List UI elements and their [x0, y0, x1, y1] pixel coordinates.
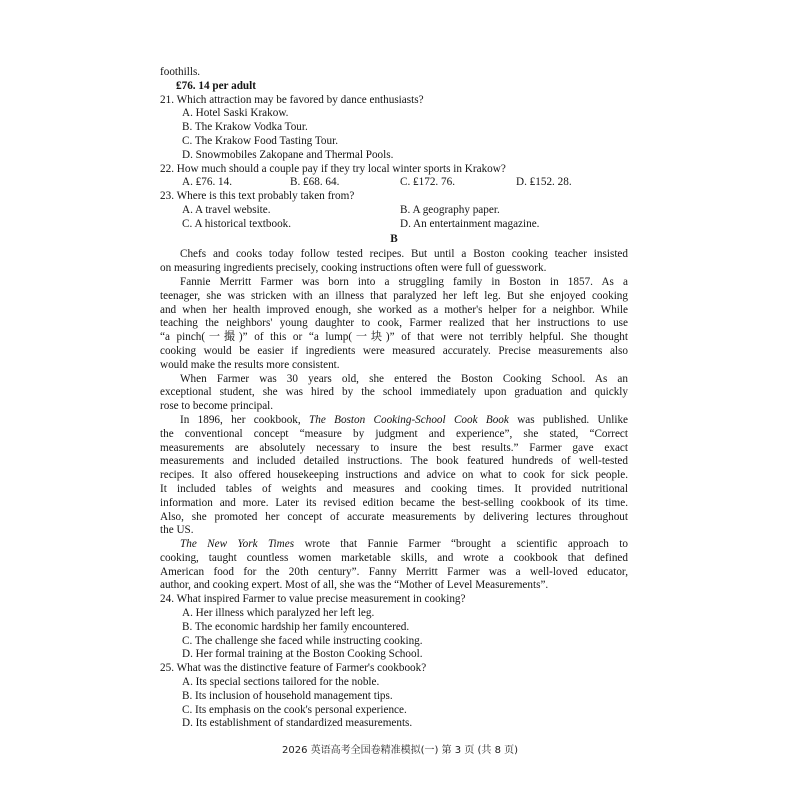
passage-line: It included tables of weights and measures and cooking times. It provided nutritional — [160, 482, 628, 495]
question-stem: 23. Where is this text probably taken from? — [160, 190, 355, 203]
page-footer: 2026 英语高考全国卷精准模拟(一) 第 3 页 (共 8 页) — [281, 745, 519, 756]
previous-text-tail: foothills. — [160, 66, 201, 78]
passage-line: teaching the neighbors' young daughter to cook, Farmer realized that her instructions to use — [160, 317, 628, 330]
question-25 — [160, 662, 628, 731]
reading-passage — [160, 248, 628, 593]
passage-line: measurements and included detailed instructions. The book featured hundreds of well-tested — [160, 455, 628, 468]
passage-line: would make the results more consistent. — [160, 358, 340, 371]
option-d: D. Snowmobiles Zakopane and Thermal Pools. — [182, 148, 394, 161]
option-a: A. Hotel Saski Krakow. — [182, 107, 289, 120]
question-stem: 25. What was the distinctive feature of Farmer's cookbook? — [160, 662, 427, 675]
book-title: The Boston Cooking-School Cook Book — [309, 413, 509, 426]
passage-line: rose to become principal. — [160, 400, 274, 413]
option-b: B. The Krakow Vodka Tour. — [182, 121, 308, 134]
section-heading: B — [390, 232, 398, 245]
passage-line: teenager, she was stricken with an illness that paralyzed her left leg. But she enjoyed cooking — [160, 289, 628, 302]
option-c: C. A historical textbook. — [182, 217, 292, 230]
passage-line: author, and cooking expert. Most of all, she was the “Mother of Level Measurements”. — [160, 579, 549, 592]
passage-line: “a pinch(一撮)” of this or “a lump(一块)” of that were not terribly helpful. She thought — [160, 331, 628, 344]
passage-line: American food for the 20th century”. Fanny Merritt Farmer was a well-loved educator, — [160, 565, 628, 578]
passage-line: recipes. It also offered housekeeping instructions and advice on what to cook for sick people. — [160, 469, 628, 482]
option-a: A. Its special sections tailored for the noble. — [182, 676, 380, 689]
option-b: B. The economic hardship her family encountered. — [182, 620, 410, 633]
question-stem: 24. What inspired Farmer to value precise measurement in cooking? — [160, 593, 466, 606]
question-21 — [160, 94, 628, 163]
options-row — [160, 218, 628, 232]
text-run: In 1896, her cookbook, — [180, 413, 310, 426]
option-b: B. Its inclusion of household management tips. — [182, 689, 393, 702]
passage-line: Also, she promoted her concept of accurate measurements by delivering lectures throughout — [160, 510, 628, 523]
passage-line: on measuring ingredients precisely, cooking instructions often were full of guesswork. — [160, 262, 547, 275]
price-line: ₤76. 14 per adult — [176, 79, 256, 92]
text-run: wrote that Fannie Farmer “brought a scientific approach to — [294, 538, 628, 551]
passage-line: cooking would be easier if ingredients were measured accurately. Precise measurements also — [160, 344, 628, 357]
passage-line: cooking, taught countless women marketable skills, and wrote a cookbook that defined — [160, 551, 628, 564]
passage-line — [160, 414, 628, 428]
newspaper-title: The New York Times — [180, 538, 295, 551]
text-run: was published. Unlike — [508, 413, 629, 426]
option-c: C. The challenge she faced while instructing cooking. — [182, 634, 423, 647]
option-d: D. ₤152. 28. — [516, 176, 572, 189]
option-c: C. ₤172. 76. — [400, 176, 456, 189]
question-22 — [160, 163, 628, 191]
question-stem: 21. Which attraction may be favored by dance enthusiasts? — [160, 93, 424, 106]
option-a: A. A travel website. — [182, 203, 271, 216]
question-24 — [160, 593, 628, 662]
option-a: A. Her illness which paralyzed her left leg. — [182, 607, 375, 620]
option-d: D. Its establishment of standardized measurements. — [182, 717, 413, 730]
option-d: D. Her formal training at the Boston Cooking School. — [182, 648, 423, 661]
passage-line: measurements are absolutely necessary to insure the best results.” Farmer gave exact — [160, 441, 628, 454]
passage-line: Fannie Merritt Farmer was born into a struggling family in Boston in 1857. As a — [180, 275, 628, 288]
passage-line: the conventional concept “measure by judgment and experience”, she stated, “Correct — [160, 427, 628, 440]
question-23 — [160, 190, 628, 231]
option-b: B. A geography paper. — [400, 203, 500, 216]
options-row — [160, 176, 628, 190]
option-d: D. An entertainment magazine. — [400, 217, 540, 230]
option-a: A. ₤76. 14. — [182, 176, 233, 189]
question-stem: 22. How much should a couple pay if they try local winter sports in Krakow? — [160, 162, 506, 175]
passage-line: the US. — [160, 524, 194, 537]
options-row — [160, 204, 628, 218]
passage-line: exceptional student, she was hired by the school immediately upon graduation and quickly — [160, 386, 628, 399]
passage-line: information and more. Later its revised edition became the best-selling cookbook of its time. — [160, 496, 628, 509]
passage-line — [160, 538, 628, 552]
passage-line: and when her health improved enough, she worked as a mother's helper for a neighbor. While — [160, 303, 628, 316]
option-c: C. Its emphasis on the cook's personal experience. — [182, 703, 407, 716]
passage-line: Chefs and cooks today follow tested recipes. But until a Boston cooking teacher insisted — [180, 248, 628, 261]
exam-page — [160, 66, 628, 731]
option-c: C. The Krakow Food Tasting Tour. — [182, 134, 338, 147]
passage-line: When Farmer was 30 years old, she entered the Boston Cooking School. As an — [180, 372, 628, 385]
option-b: B. ₤68. 64. — [290, 176, 340, 189]
